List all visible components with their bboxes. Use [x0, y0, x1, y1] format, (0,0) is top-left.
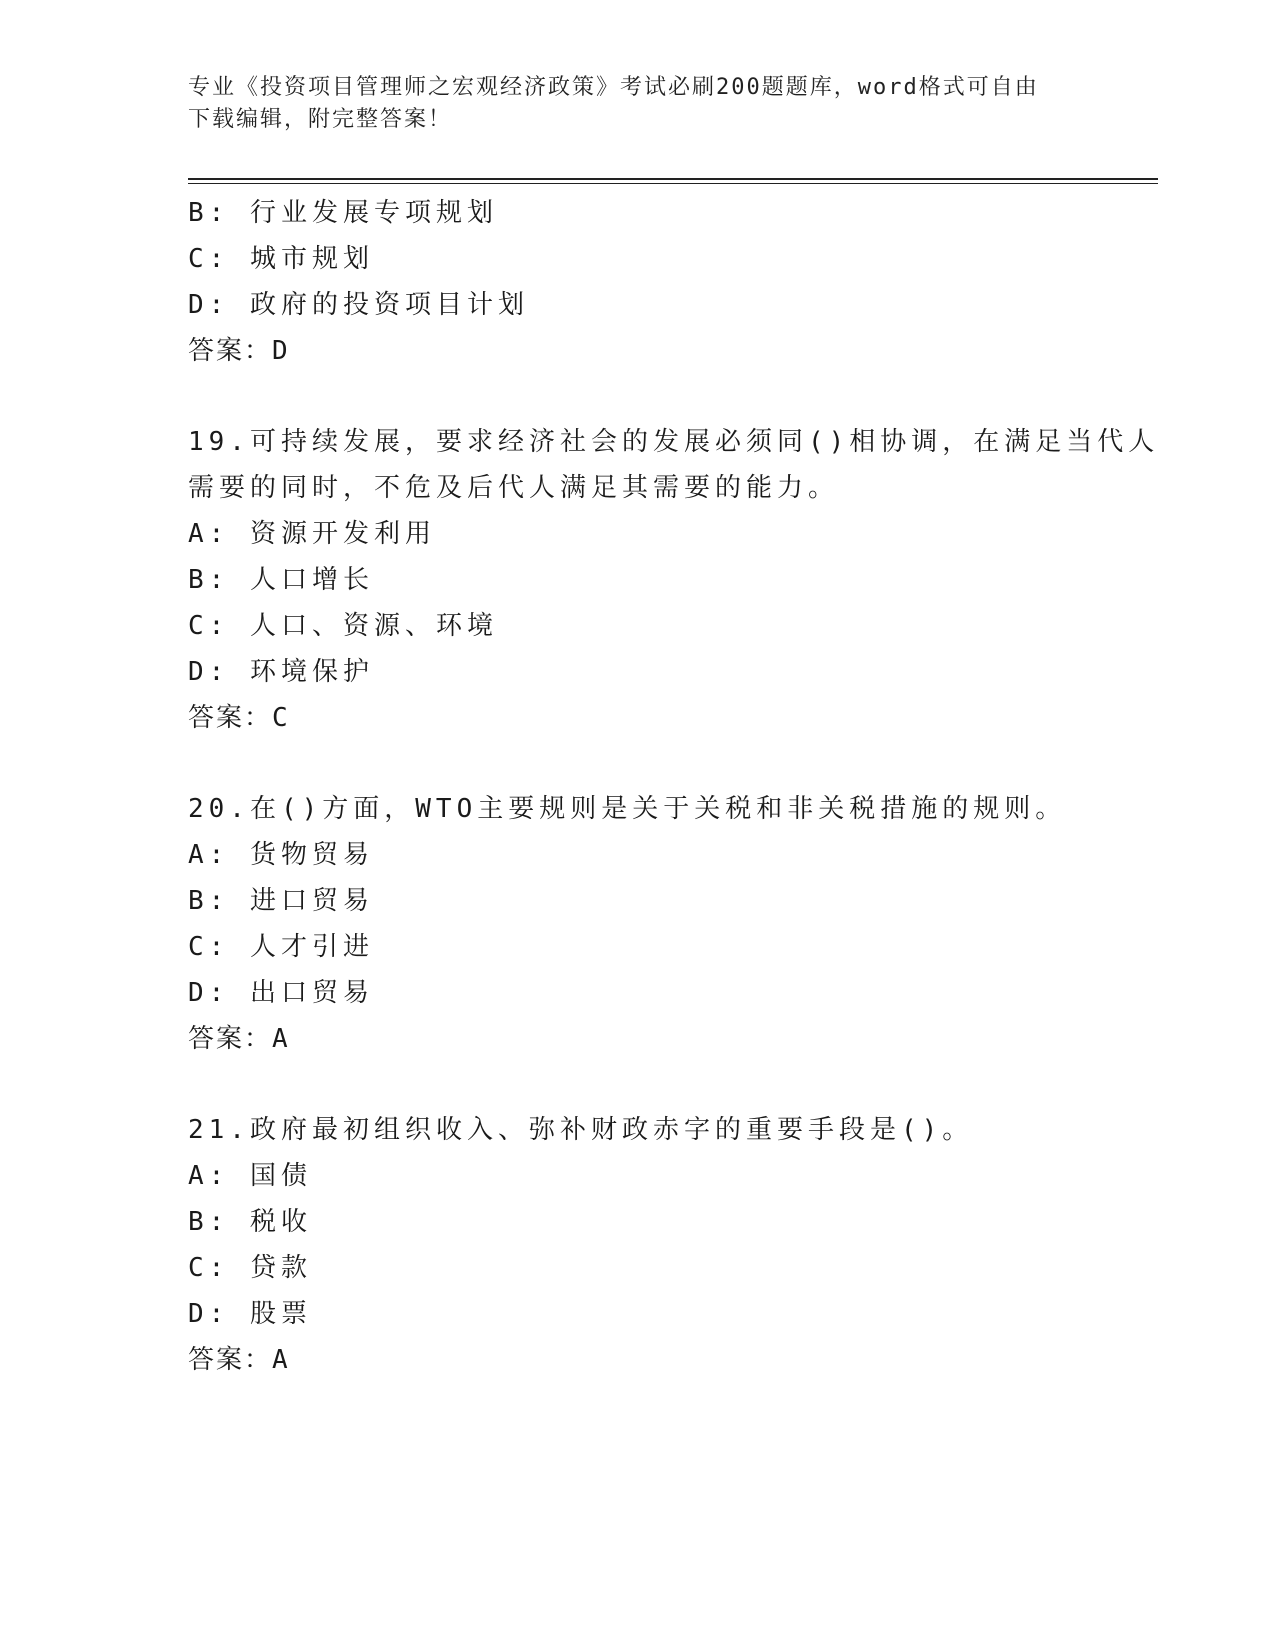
option-a: A: 货物贸易 — [188, 840, 374, 870]
option-c: C: 贷款 — [188, 1253, 312, 1283]
question-stem-line-1: 19.可持续发展，要求经济社会的发展必须同()相协调，在满足当代人 — [188, 427, 1160, 457]
question-stem-line-1: 21.政府最初组织收入、弥补财政赤字的重要手段是()。 — [188, 1115, 974, 1145]
option-a: A: 资源开发利用 — [188, 519, 436, 549]
answer: 答案：D — [188, 336, 290, 366]
header-divider-thin — [188, 183, 1158, 184]
option-d: D: 股票 — [188, 1299, 312, 1329]
option-c: C: 人才引进 — [188, 932, 374, 962]
option-b: B: 税收 — [188, 1207, 312, 1237]
question-19 — [188, 419, 1160, 741]
header-line-2: 下载编辑，附完整答案！ — [188, 107, 453, 132]
option-d: D: 环境保护 — [188, 657, 374, 687]
option-d: D: 政府的投资项目计划 — [188, 290, 529, 320]
option-a: A: 国债 — [188, 1161, 312, 1191]
question-stem-line-1: 20.在()方面，WTO主要规则是关于关税和非关税措施的规则。 — [188, 794, 1067, 824]
answer: 答案：A — [188, 1024, 290, 1054]
question-18 — [188, 190, 1128, 374]
answer: 答案：A — [188, 1345, 290, 1375]
question-21 — [188, 1107, 1128, 1383]
question-stem-line-2: 需要的同时，不危及后代人满足其需要的能力。 — [188, 473, 840, 503]
header-divider-thick — [188, 178, 1158, 180]
option-d: D: 出口贸易 — [188, 978, 374, 1008]
question-list — [188, 190, 1160, 1383]
option-b: B: 人口增长 — [188, 565, 374, 595]
header-line-1: 专业《投资项目管理师之宏观经济政策》考试必刷200题题库，word格式可自由 — [188, 75, 1039, 100]
question-20 — [188, 786, 1128, 1062]
document-header — [188, 72, 1088, 136]
option-b: B: 行业发展专项规划 — [188, 198, 498, 228]
option-b: B: 进口贸易 — [188, 886, 374, 916]
option-c: C: 城市规划 — [188, 244, 374, 274]
option-c: C: 人口、资源、环境 — [188, 611, 498, 641]
answer: 答案：C — [188, 703, 290, 733]
